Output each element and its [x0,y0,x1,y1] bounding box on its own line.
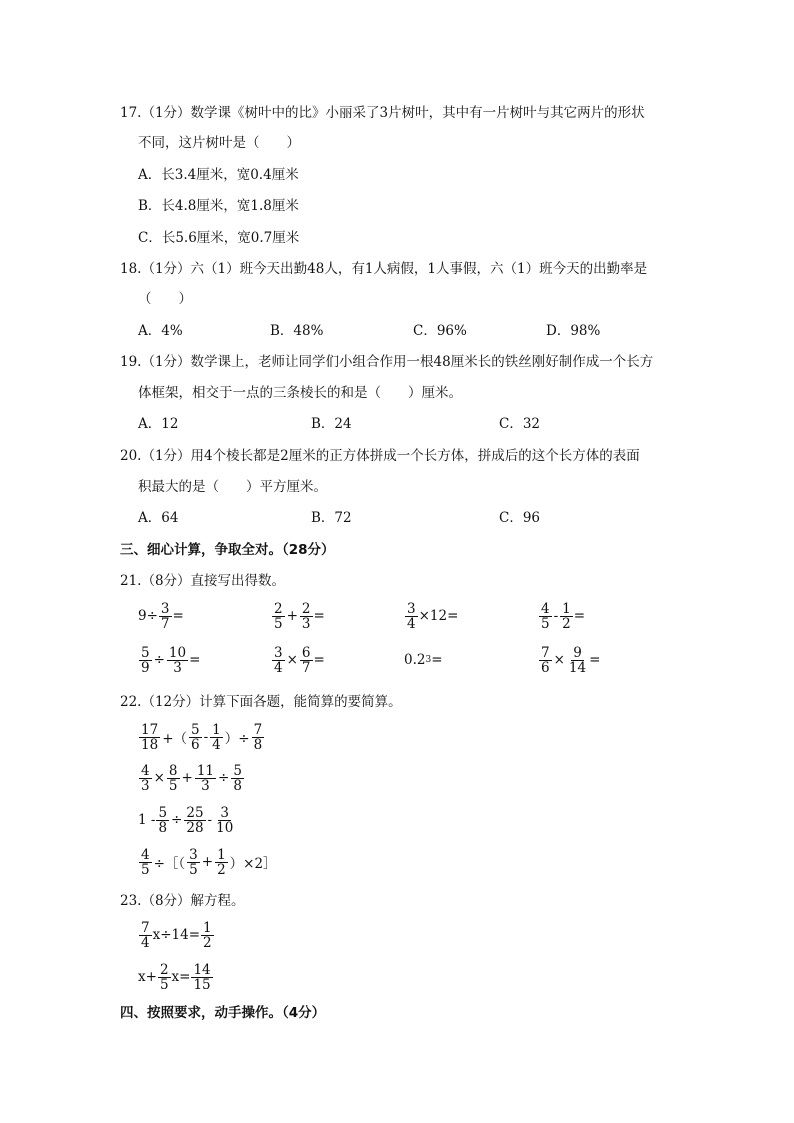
q17-option-c[interactable]: C．长5.6厘米，宽0.7厘米 [138,230,300,246]
q17-option-a[interactable]: A．长3.4厘米，宽0.4厘米 [138,167,299,183]
q21-expr-7: 0.2 3 = [404,652,443,668]
q20-stem-line1: 20.（1分）用4个棱长都是2厘米的正方体拼成一个长方体，拼成后的这个长方体的表面 [120,448,640,464]
q21-expr-8: $\frac{7}{6}$ × $\frac{9}{14}$ = [541,644,601,676]
q18-option-c[interactable]: C．96% [413,323,467,339]
q21-expr-2: $\frac{2}{5}$ + $\frac{2}{3}$ = [274,600,325,632]
q18-option-d[interactable]: D．98% [546,323,601,339]
q19-stem-line2: 体框架，相交于一点的三条棱长的和是（ ）厘米。 [138,385,462,401]
q17-stem-line2: 不同，这片树叶是（ ） [138,135,300,151]
q19-option-b[interactable]: B．24 [311,416,352,432]
q17-stem-line1: 17.（1分）数学课《树叶中的比》小丽采了3片树叶，其中有一片树叶与其它两片的形状 [120,105,645,121]
q22-expr-4: $\frac{4}{5}$ ÷［（ $\frac{3}{5}$ + $\frac{1}{2}$ ）×2］ [141,846,277,878]
q21-expr-5: $\frac{5}{9}$ ÷ $\frac{10}{3}$ = [141,644,201,676]
q20-option-a[interactable]: A．64 [138,510,179,526]
q21-expr-4: $\frac{4}{5}$ - $\frac{1}{2}$ = [541,600,586,632]
q21-expr-6: $\frac{3}{4}$ × $\frac{6}{7}$ = [274,644,325,676]
q21-expr-3: $\frac{3}{4}$ ×12= [407,600,459,632]
section-3-heading: 三、细心计算，争取全对。（28分） [120,542,335,558]
q20-stem-line2: 积最大的是（ ）平方厘米。 [138,479,327,495]
q18-option-b[interactable]: B．48% [270,323,324,339]
q18-stem-line1: 18.（1分）六（1）班今天出勤48人，有1人病假，1人事假，六（1）班今天的出勤率是 [120,261,648,277]
q23-equation-2: x+ $\frac{2}{5}$ x= $\frac{14}{15}$ [138,961,211,993]
q18-stem-line2: （ ） [138,291,192,307]
q19-option-c[interactable]: C．32 [499,416,541,432]
q18-option-a[interactable]: A．4% [138,323,183,339]
q21-expr-1: 9÷ $\frac{3}{7}$ = [138,600,184,632]
section-4-heading: 四、按照要求，动手操作。（4分） [120,1005,326,1021]
q22-expr-2: $\frac{4}{3}$ × $\frac{8}{5}$ + $\frac{11}{3}$ ÷ $\frac{5}{8}$ [141,762,242,794]
q17-option-b[interactable]: B．长4.8厘米，宽1.8厘米 [138,198,299,214]
q20-option-b[interactable]: B．72 [311,510,352,526]
q22-expr-3: 1 - $\frac{5}{8}$ ÷ $\frac{25}{28}$ - $\frac{3}{10}$ [138,804,234,836]
q23-title: 23.（8分）解方程。 [120,893,245,909]
q23-equation-1: $\frac{7}{4}$ x÷14= $\frac{1}{2}$ [141,919,212,951]
q22-title: 22.（12分）计算下面各题，能简算的要简算。 [120,694,402,710]
q21-title: 21.（8分）直接写出得数。 [120,573,286,589]
q20-option-c[interactable]: C．96 [499,510,541,526]
q19-stem-line1: 19.（1分）数学课上，老师让同学们小组合作用一根48厘米长的铁丝刚好制作成一个长方 [120,354,654,370]
q19-option-a[interactable]: A．12 [138,416,179,432]
q22-expr-1: $\frac{17}{18}$ +（ $\frac{5}{6}$ - $\frac{1}{4}$ ）÷ $\frac{7}{8}$ [141,721,263,753]
